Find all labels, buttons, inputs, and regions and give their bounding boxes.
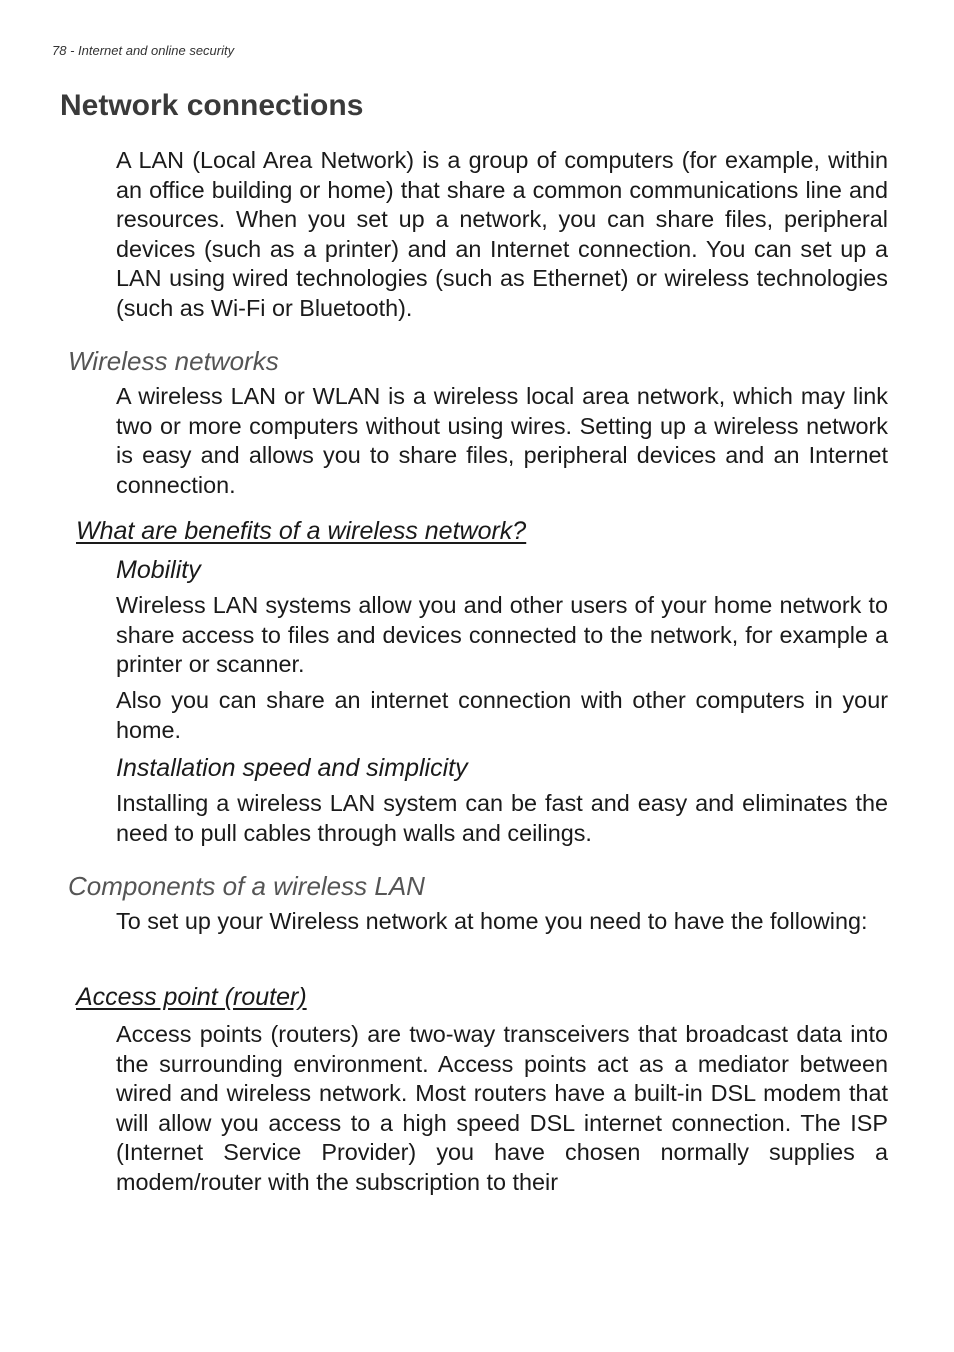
heading-benefits: What are benefits of a wireless network? bbox=[76, 517, 527, 545]
page-title: Network connections bbox=[60, 89, 364, 122]
access-point-paragraph: Access points (routers) are two-way transceivers that broadcast data into the surrounding environment. Access points act as a mediator between wired and wireless network. Most routers have a built-in DSL modem that will allow you access to a high speed DSL internet connection. The ISP (Internet Service Provider) you have chosen normally supplies a modem/router with the subscription to their bbox=[116, 1021, 888, 1195]
heading-components: Components of a wireless LAN bbox=[68, 871, 425, 901]
mobility-paragraph-1: Wireless LAN systems allow you and other users of your home network to share access to files and devices connected to the network, for example a printer or scanner. bbox=[116, 592, 888, 678]
heading-access-point: Access point (router) bbox=[76, 983, 307, 1011]
heading-wireless-networks: Wireless networks bbox=[68, 346, 279, 376]
heading-mobility: Mobility bbox=[116, 556, 201, 584]
intro-paragraph: A LAN (Local Area Network) is a group of computers (for example, within an office building or home) that share a common communications line and resources. When you set up a network, you can share files, peripheral devices (such as a printer) and an Internet connection. You can set up a LAN using wired technologies (such as Ethernet) or wireless technologies (such as Wi-Fi or Bluetooth). bbox=[116, 147, 888, 321]
running-header: 78 - Internet and online security bbox=[52, 43, 235, 58]
installation-paragraph: Installing a wireless LAN system can be fast and easy and eliminates the need to pull cables through walls and ceilings. bbox=[116, 790, 888, 846]
mobility-paragraph-2: Also you can share an internet connection with other computers in your home. bbox=[116, 687, 888, 743]
heading-installation: Installation speed and simplicity bbox=[116, 754, 468, 782]
wireless-networks-paragraph: A wireless LAN or WLAN is a wireless local area network, which may link two or more computers without using wires. Setting up a wireless network is easy and allows you to share files, peripheral devices and an Internet connection. bbox=[116, 383, 888, 498]
components-paragraph: To set up your Wireless network at home you need to have the following: bbox=[116, 908, 868, 934]
